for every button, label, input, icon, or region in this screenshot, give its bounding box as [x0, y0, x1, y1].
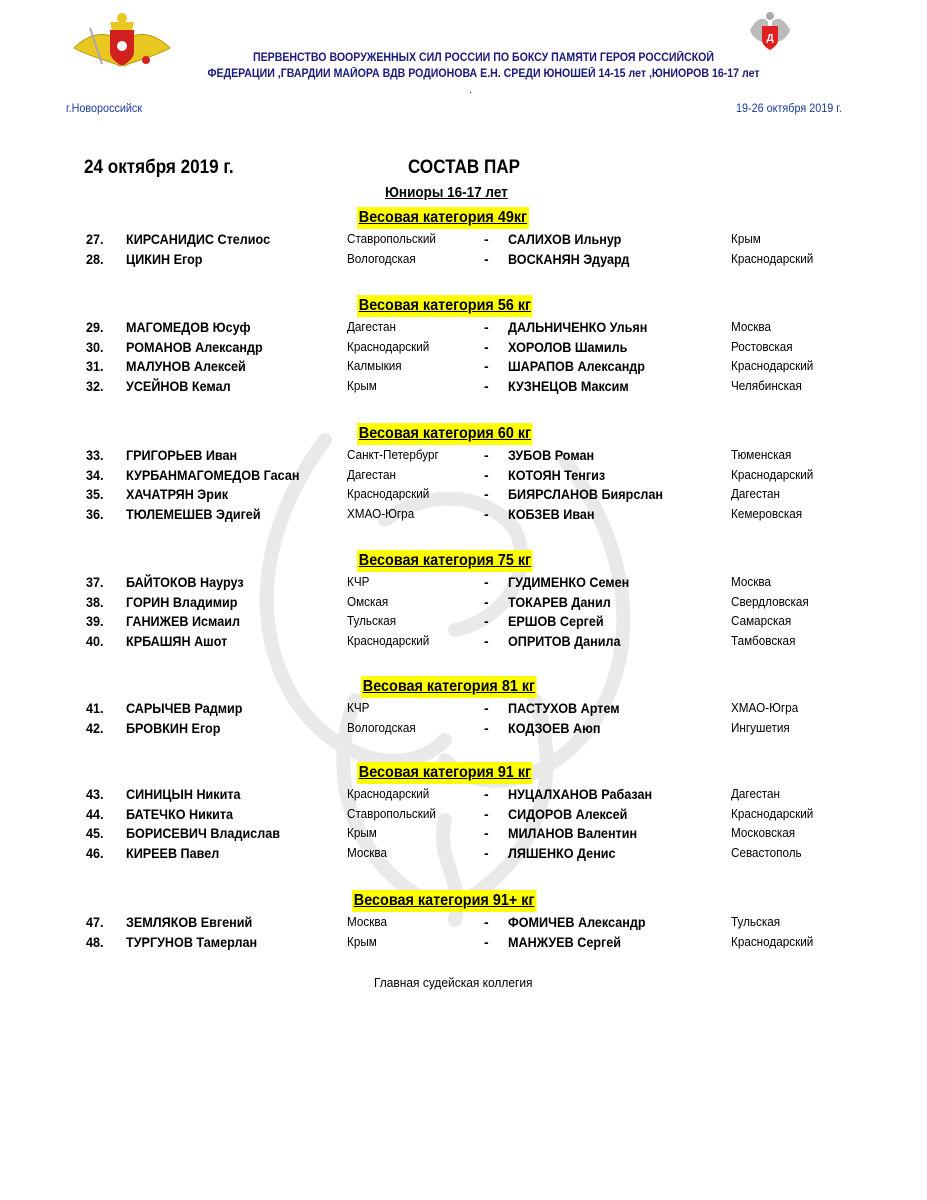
- boxer-red-name: ЦИКИН Егор: [126, 250, 203, 267]
- boxer-blue-region: Московская: [731, 825, 796, 841]
- svg-text:Д: Д: [766, 33, 774, 44]
- boxer-red-region: Краснодарский: [347, 786, 430, 801]
- boxer-red-name: ХАЧАТРЯН Эрик: [126, 486, 229, 503]
- versus-dash: -: [484, 633, 489, 650]
- pair-number: 33.: [86, 447, 104, 463]
- pair-number: 39.: [86, 613, 104, 630]
- boxer-blue-region: Дагестан: [731, 486, 780, 502]
- boxer-red-name: БРОВКИН Егор: [126, 719, 221, 736]
- versus-dash: -: [484, 593, 489, 610]
- pair-row: [0, 700, 927, 720]
- event-dates: 19-26 октября 2019 г.: [736, 101, 842, 115]
- boxer-blue-name: ТОКАРЕВ Данил: [508, 593, 611, 610]
- versus-dash: -: [484, 319, 489, 335]
- boxer-blue-name: ОПРИТОВ Данила: [508, 633, 621, 650]
- pair-row: [0, 319, 927, 339]
- boxer-blue-name: МИЛАНОВ Валентин: [508, 825, 638, 842]
- pair-row: [0, 358, 927, 378]
- boxer-red-region: Краснодарский: [347, 633, 430, 649]
- boxer-blue-region: Севастополь: [731, 845, 802, 861]
- pair-number: 34.: [86, 466, 104, 483]
- versus-dash: -: [484, 231, 489, 247]
- boxer-red-region: Москва: [347, 845, 387, 861]
- pair-number: 41.: [86, 700, 104, 716]
- boxer-blue-region: Челябинская: [731, 378, 802, 394]
- versus-dash: -: [484, 914, 489, 930]
- pair-row: [0, 914, 927, 934]
- pair-number: 32.: [86, 378, 104, 395]
- boxer-blue-region: Краснодарский: [731, 805, 814, 821]
- pair-number: 37.: [86, 574, 104, 590]
- boxer-blue-name: ГУДИМЕНКО Семен: [508, 574, 630, 590]
- boxer-red-name: ГАНИЖЕВ Исмаил: [126, 613, 240, 630]
- versus-dash: -: [484, 378, 489, 395]
- versus-dash: -: [484, 933, 489, 950]
- boxer-red-region: КЧР: [347, 574, 370, 589]
- boxer-blue-name: КОТОЯН Тенгиз: [508, 466, 606, 483]
- versus-dash: -: [484, 506, 489, 523]
- boxer-red-name: МАЛУНОВ Алексей: [126, 358, 246, 375]
- boxer-red-region: Крым: [347, 378, 377, 394]
- boxer-blue-name: ПАСТУХОВ Артем: [508, 700, 620, 716]
- boxer-blue-region: Свердловская: [731, 593, 809, 609]
- pair-number: 48.: [86, 933, 104, 950]
- boxer-blue-region: Москва: [731, 319, 771, 334]
- versus-dash: -: [484, 250, 489, 267]
- boxer-blue-name: СИДОРОВ Алексей: [508, 805, 628, 822]
- boxer-red-region: Москва: [347, 914, 387, 929]
- boxer-red-name: ТУРГУНОВ Тамерлан: [126, 933, 258, 950]
- boxer-blue-name: КОБЗЕВ Иван: [508, 506, 595, 523]
- boxer-red-name: БОРИСЕВИЧ Владислав: [126, 825, 280, 842]
- boxer-blue-region: Краснодарский: [731, 358, 814, 374]
- boxer-red-name: ЗЕМЛЯКОВ Евгений: [126, 914, 253, 930]
- weight-category-header: Весовая категория 60 кг: [357, 423, 533, 445]
- pair-row: [0, 467, 927, 487]
- boxer-blue-region: Тамбовская: [731, 633, 796, 649]
- pair-row: [0, 633, 927, 653]
- pair-number: 40.: [86, 633, 104, 650]
- pair-row: [0, 378, 927, 398]
- pair-row: [0, 506, 927, 526]
- boxer-red-name: САРЫЧЕВ Радмир: [126, 700, 243, 716]
- weight-category-header: Весовая категория 91+ кг: [352, 890, 536, 912]
- versus-dash: -: [484, 805, 489, 822]
- versus-dash: -: [484, 700, 489, 716]
- boxer-red-name: КИРЕЕВ Павел: [126, 845, 220, 862]
- pair-row: [0, 574, 927, 594]
- boxer-red-name: РОМАНОВ Александр: [126, 338, 263, 355]
- boxer-blue-name: МАНЖУЕВ Сергей: [508, 933, 622, 950]
- weight-category-header: Весовая категория 49кг: [357, 207, 529, 229]
- weight-category-header: Весовая категория 56 кг: [357, 295, 533, 317]
- pair-row: [0, 845, 927, 865]
- boxer-red-region: Калмыкия: [347, 358, 402, 374]
- pair-number: 27.: [86, 231, 104, 247]
- boxer-red-region: Омская: [347, 593, 389, 609]
- boxer-red-name: БАЙТОКОВ Науруз: [126, 574, 244, 590]
- weight-category-header: Весовая категория 81 кг: [361, 676, 537, 698]
- boxer-blue-name: ХОРОЛОВ Шамиль: [508, 338, 628, 355]
- boxer-red-region: Вологодская: [347, 250, 416, 266]
- boxer-blue-region: Москва: [731, 574, 771, 589]
- pair-number: 31.: [86, 358, 104, 375]
- boxer-red-name: МАГОМЕДОВ Юсуф: [126, 319, 251, 335]
- boxer-blue-name: ДАЛЬНИЧЕНКО Ульян: [508, 319, 648, 335]
- versus-dash: -: [484, 845, 489, 862]
- boxer-red-name: БАТЕЧКО Никита: [126, 805, 234, 822]
- pair-row: [0, 825, 927, 845]
- boxer-red-region: Крым: [347, 825, 377, 841]
- pair-number: 29.: [86, 319, 104, 335]
- boxer-red-name: ГРИГОРЬЕВ Иван: [126, 447, 238, 463]
- header-title-line1: ПЕРВЕНСТВО ВООРУЖЕННЫХ СИЛ РОССИИ ПО БОКСУ ПАМЯТИ ГЕРОЯ РОССИЙСКОЙ: [252, 52, 715, 64]
- boxer-blue-region: Краснодарский: [731, 933, 814, 949]
- boxer-blue-name: ШАРАПОВ Александр: [508, 358, 646, 375]
- city-label: г.Новороссийск: [66, 101, 143, 115]
- boxer-red-name: ГОРИН Владимир: [126, 593, 238, 610]
- versus-dash: -: [484, 447, 489, 463]
- boxer-red-region: Санкт-Петербург: [347, 447, 439, 462]
- page-title: СОСТАВ ПАР: [408, 157, 521, 178]
- pair-row: [0, 594, 927, 614]
- boxer-blue-name: САЛИХОВ Ильнур: [508, 231, 622, 247]
- boxer-red-region: Дагестан: [347, 466, 396, 482]
- pair-row: [0, 934, 927, 954]
- pair-number: 36.: [86, 506, 104, 523]
- versus-dash: -: [484, 613, 489, 630]
- weight-category-header: Весовая категория 75 кг: [357, 550, 533, 572]
- boxer-blue-region: Самарская: [731, 613, 792, 629]
- versus-dash: -: [484, 338, 489, 355]
- footer-signature: Главная судейская коллегия: [374, 975, 533, 990]
- pair-row: [0, 486, 927, 506]
- versus-dash: -: [484, 786, 489, 802]
- pair-row: [0, 231, 927, 251]
- boxer-red-region: КЧР: [347, 700, 370, 715]
- boxer-red-region: Краснодарский: [347, 338, 430, 354]
- boxer-red-region: Краснодарский: [347, 486, 430, 502]
- header-dot: .: [469, 84, 473, 96]
- boxer-red-name: УСЕЙНОВ Кемал: [126, 378, 231, 395]
- pair-number: 45.: [86, 825, 104, 842]
- pair-row: [0, 806, 927, 826]
- boxer-blue-region: Ростовская: [731, 338, 793, 354]
- boxer-blue-name: ЕРШОВ Сергей: [508, 613, 604, 630]
- versus-dash: -: [484, 358, 489, 375]
- boxer-red-region: Ставропольский: [347, 231, 436, 246]
- boxer-red-name: КИРСАНИДИС Стелиос: [126, 231, 271, 247]
- boxer-red-region: Тульская: [347, 613, 397, 629]
- pair-number: 38.: [86, 593, 104, 610]
- pair-row: [0, 447, 927, 467]
- document-date: 24 октября 2019 г.: [84, 157, 234, 178]
- boxer-red-region: Ставропольский: [347, 805, 436, 821]
- pair-row: [0, 251, 927, 271]
- versus-dash: -: [484, 719, 489, 736]
- boxer-blue-region: Тюменская: [731, 447, 792, 462]
- pair-number: 43.: [86, 786, 104, 802]
- pair-number: 44.: [86, 805, 104, 822]
- boxer-red-name: КУРБАНМАГОМЕДОВ Гасан: [126, 466, 300, 483]
- pair-number: 30.: [86, 338, 104, 355]
- boxer-blue-region: Краснодарский: [731, 466, 814, 482]
- boxer-blue-region: ХМАО-Югра: [731, 700, 799, 715]
- boxer-red-name: ТЮЛЕМЕШЕВ Эдигей: [126, 506, 261, 523]
- pair-row: [0, 786, 927, 806]
- pair-row: [0, 339, 927, 359]
- boxer-red-region: Дагестан: [347, 319, 396, 334]
- boxer-red-region: ХМАО-Югра: [347, 506, 415, 522]
- boxer-blue-name: КУЗНЕЦОВ Максим: [508, 378, 629, 395]
- boxer-blue-region: Ингушетия: [731, 719, 790, 735]
- versus-dash: -: [484, 825, 489, 842]
- boxer-blue-region: Дагестан: [731, 786, 780, 801]
- versus-dash: -: [484, 466, 489, 483]
- weight-category-header: Весовая категория 91 кг: [357, 762, 533, 784]
- boxer-blue-region: Краснодарский: [731, 250, 814, 266]
- boxer-blue-region: Кемеровская: [731, 506, 803, 522]
- boxer-blue-name: ЛЯШЕНКО Денис: [508, 845, 616, 862]
- boxer-blue-name: БИЯРСЛАНОВ Биярслан: [508, 486, 663, 503]
- boxer-red-region: Крым: [347, 933, 377, 949]
- pair-number: 47.: [86, 914, 104, 930]
- boxer-red-name: СИНИЦЫН Никита: [126, 786, 241, 802]
- boxer-blue-region: Тульская: [731, 914, 781, 929]
- pair-number: 28.: [86, 250, 104, 267]
- versus-dash: -: [484, 486, 489, 503]
- boxer-blue-region: Крым: [731, 231, 761, 246]
- boxing-federation-emblem-icon: [748, 10, 792, 52]
- versus-dash: -: [484, 574, 489, 590]
- boxer-red-region: Вологодская: [347, 719, 416, 735]
- pair-row: [0, 720, 927, 740]
- boxer-blue-name: КОДЗОЕВ Аюп: [508, 719, 601, 736]
- boxer-blue-name: ФОМИЧЕВ Александр: [508, 914, 646, 930]
- boxer-blue-name: ЗУБОВ Роман: [508, 447, 595, 463]
- age-group-subtitle: Юниоры 16-17 лет: [385, 184, 508, 201]
- boxer-blue-name: ВОСКАНЯН Эдуард: [508, 250, 630, 267]
- pair-row: [0, 613, 927, 633]
- pair-number: 35.: [86, 486, 104, 503]
- pair-number: 42.: [86, 719, 104, 736]
- boxer-blue-name: НУЦАЛХАНОВ Рабазан: [508, 786, 653, 802]
- header-title-line2: ФЕДЕРАЦИИ ,ГВАРДИИ МАЙОРА ВДВ РОДИОНОВА Е.Н. СРЕДИ ЮНОШЕЙ 14-15 лет ,ЮНИОРОВ 16-17 лет: [207, 68, 760, 80]
- boxer-red-name: КРБАШЯН Ашот: [126, 633, 228, 650]
- pair-number: 46.: [86, 845, 104, 862]
